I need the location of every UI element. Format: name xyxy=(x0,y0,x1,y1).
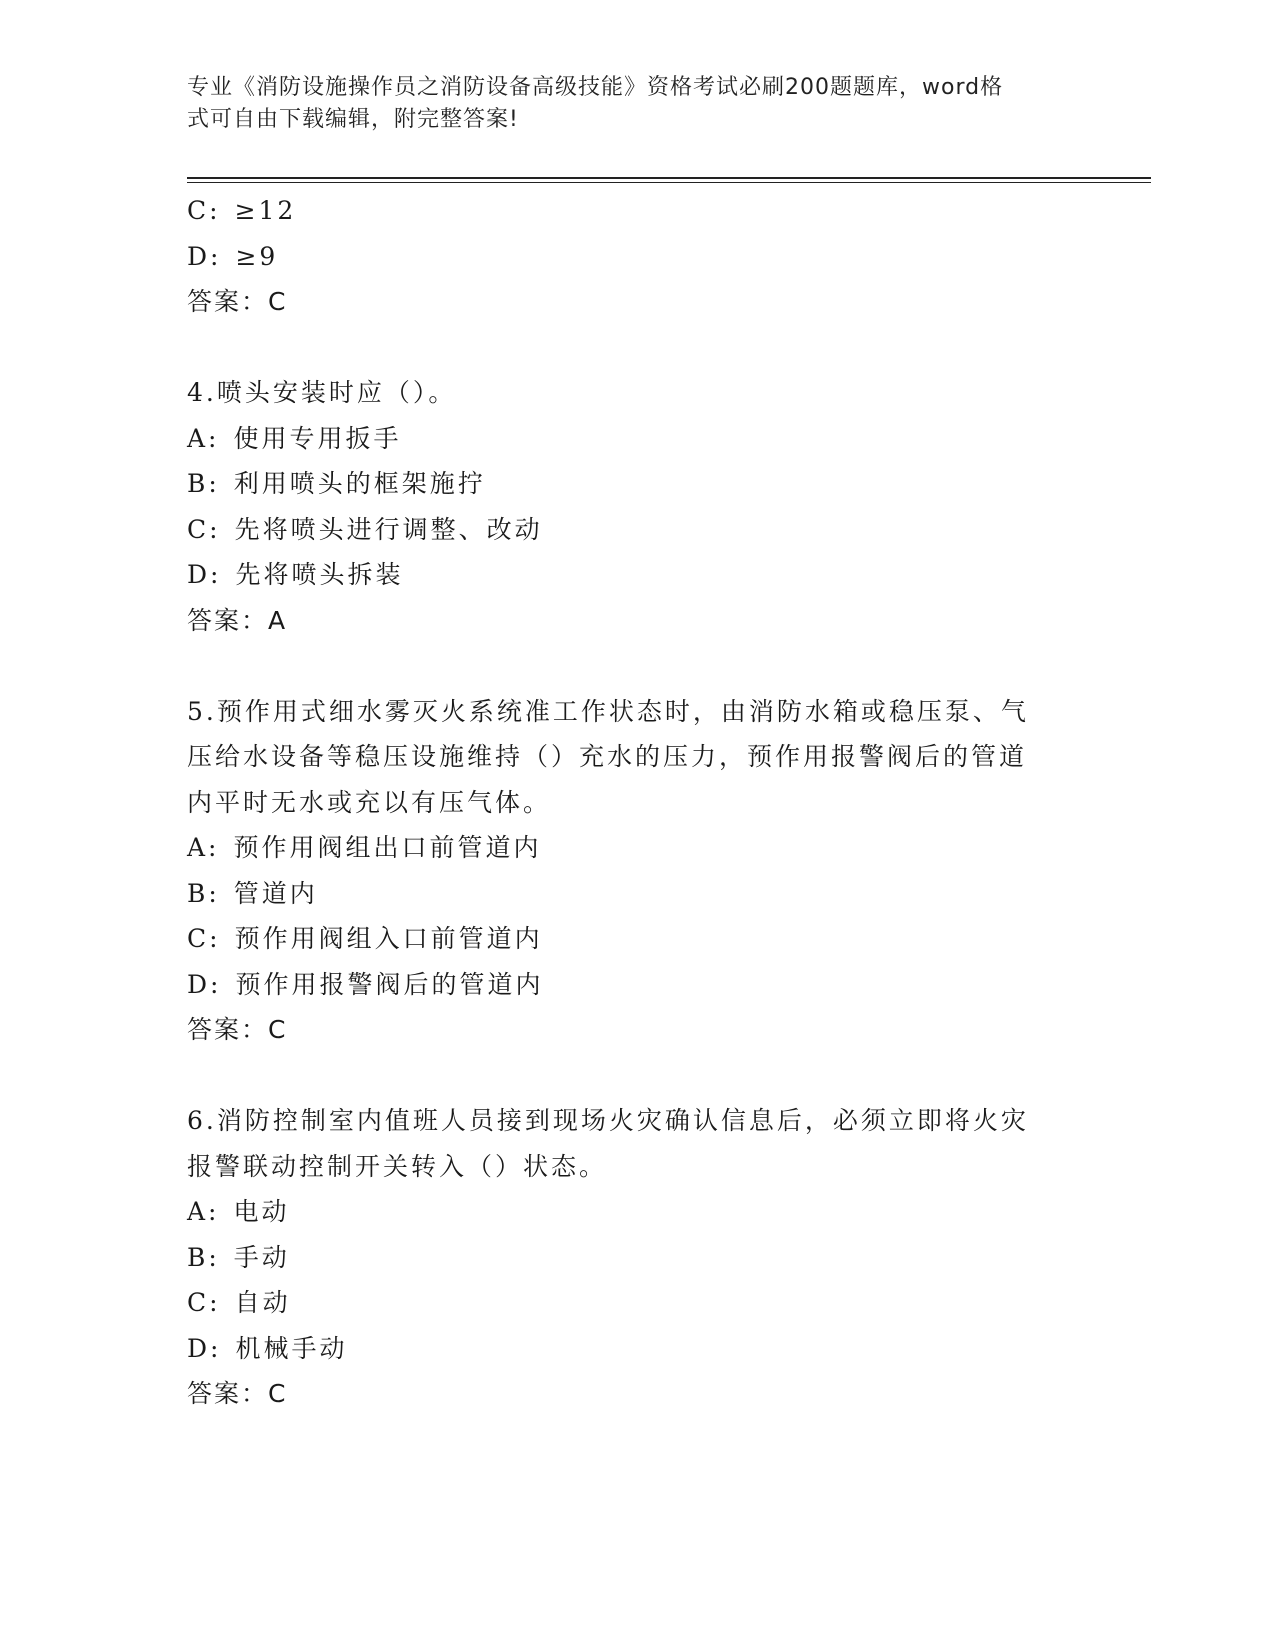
option-key: A: xyxy=(187,1197,220,1226)
option-b xyxy=(187,871,1067,917)
option-text: ≥12 xyxy=(234,196,297,225)
option-text: 手动 xyxy=(233,1242,290,1272)
option-d xyxy=(187,1326,1067,1372)
option-key: C: xyxy=(187,924,221,953)
spacer xyxy=(187,643,1067,689)
answer-line: 答案：C xyxy=(187,287,288,316)
option-key: A: xyxy=(187,833,220,862)
header-divider-thin xyxy=(187,182,1151,183)
question-3 xyxy=(187,188,1067,325)
option-d xyxy=(187,962,1067,1008)
document-header xyxy=(187,72,1067,136)
option-text: 管道内 xyxy=(233,878,318,908)
option-text: 先将喷头进行调整、改动 xyxy=(234,514,543,544)
option-b xyxy=(187,1235,1067,1281)
option-text: 电动 xyxy=(233,1197,290,1226)
option-c xyxy=(187,1280,1067,1326)
header-line-1: 专业《消防设施操作员之消防设备高级技能》资格考试必刷200题题库，word格 xyxy=(187,75,1004,100)
option-text: 机械手动 xyxy=(235,1333,348,1363)
option-key: B: xyxy=(187,469,220,498)
option-c xyxy=(187,916,1067,962)
option-key: D: xyxy=(187,560,222,589)
spacer xyxy=(187,325,1067,371)
question-stem-line-1: 6.消防控制室内值班人员接到现场火灾确认信息后，必须立即将火灾 xyxy=(187,1106,1029,1135)
option-text: 预作用阀组入口前管道内 xyxy=(234,924,543,953)
answer-line: 答案：C xyxy=(187,1015,288,1044)
question-5 xyxy=(187,689,1067,1053)
spacer xyxy=(187,1053,1067,1099)
option-b xyxy=(187,461,1067,507)
option-key: B: xyxy=(187,1242,220,1272)
option-key: A: xyxy=(187,423,220,453)
answer-line: 答案：A xyxy=(187,605,288,635)
header-line-2: 式可自由下载编辑，附完整答案! xyxy=(187,107,519,132)
option-text: ≥9 xyxy=(235,241,279,271)
option-c xyxy=(187,188,1067,234)
option-d xyxy=(187,552,1067,598)
option-d xyxy=(187,234,1067,280)
question-4 xyxy=(187,370,1067,643)
header-divider-thick xyxy=(187,177,1151,179)
option-key: C: xyxy=(187,1288,221,1317)
option-key: D: xyxy=(187,969,222,999)
option-a xyxy=(187,825,1067,871)
question-stem-line-2: 报警联动控制开关转入（）状态。 xyxy=(187,1151,608,1181)
option-text: 预作用阀组出口前管道内 xyxy=(233,833,542,862)
option-key: D: xyxy=(187,241,222,271)
option-text: 先将喷头拆装 xyxy=(235,560,404,589)
option-key: D: xyxy=(187,1333,222,1363)
question-list xyxy=(187,188,1067,1417)
question-stem-line-3: 内平时无水或充以有压气体。 xyxy=(187,787,552,817)
option-text: 预作用报警阀后的管道内 xyxy=(235,969,544,999)
question-stem-line-1: 5.预作用式细水雾灭火系统准工作状态时，由消防水箱或稳压泵、气 xyxy=(187,696,1029,726)
option-key: B: xyxy=(187,878,220,908)
answer-line: 答案：C xyxy=(187,1379,288,1408)
option-a xyxy=(187,1189,1067,1235)
question-stem-line-2: 压给水设备等稳压设施维持（）充水的压力，预作用报警阀后的管道 xyxy=(187,742,1028,771)
option-key: C: xyxy=(187,514,221,544)
option-key: C: xyxy=(187,196,221,225)
question-6 xyxy=(187,1098,1067,1417)
option-text: 使用专用扳手 xyxy=(233,423,402,453)
option-a xyxy=(187,416,1067,462)
option-text: 利用喷头的框架施拧 xyxy=(233,469,486,498)
option-text: 自动 xyxy=(234,1288,291,1317)
option-c xyxy=(187,507,1067,553)
question-stem: 4.喷头安装时应（）。 xyxy=(187,378,457,407)
